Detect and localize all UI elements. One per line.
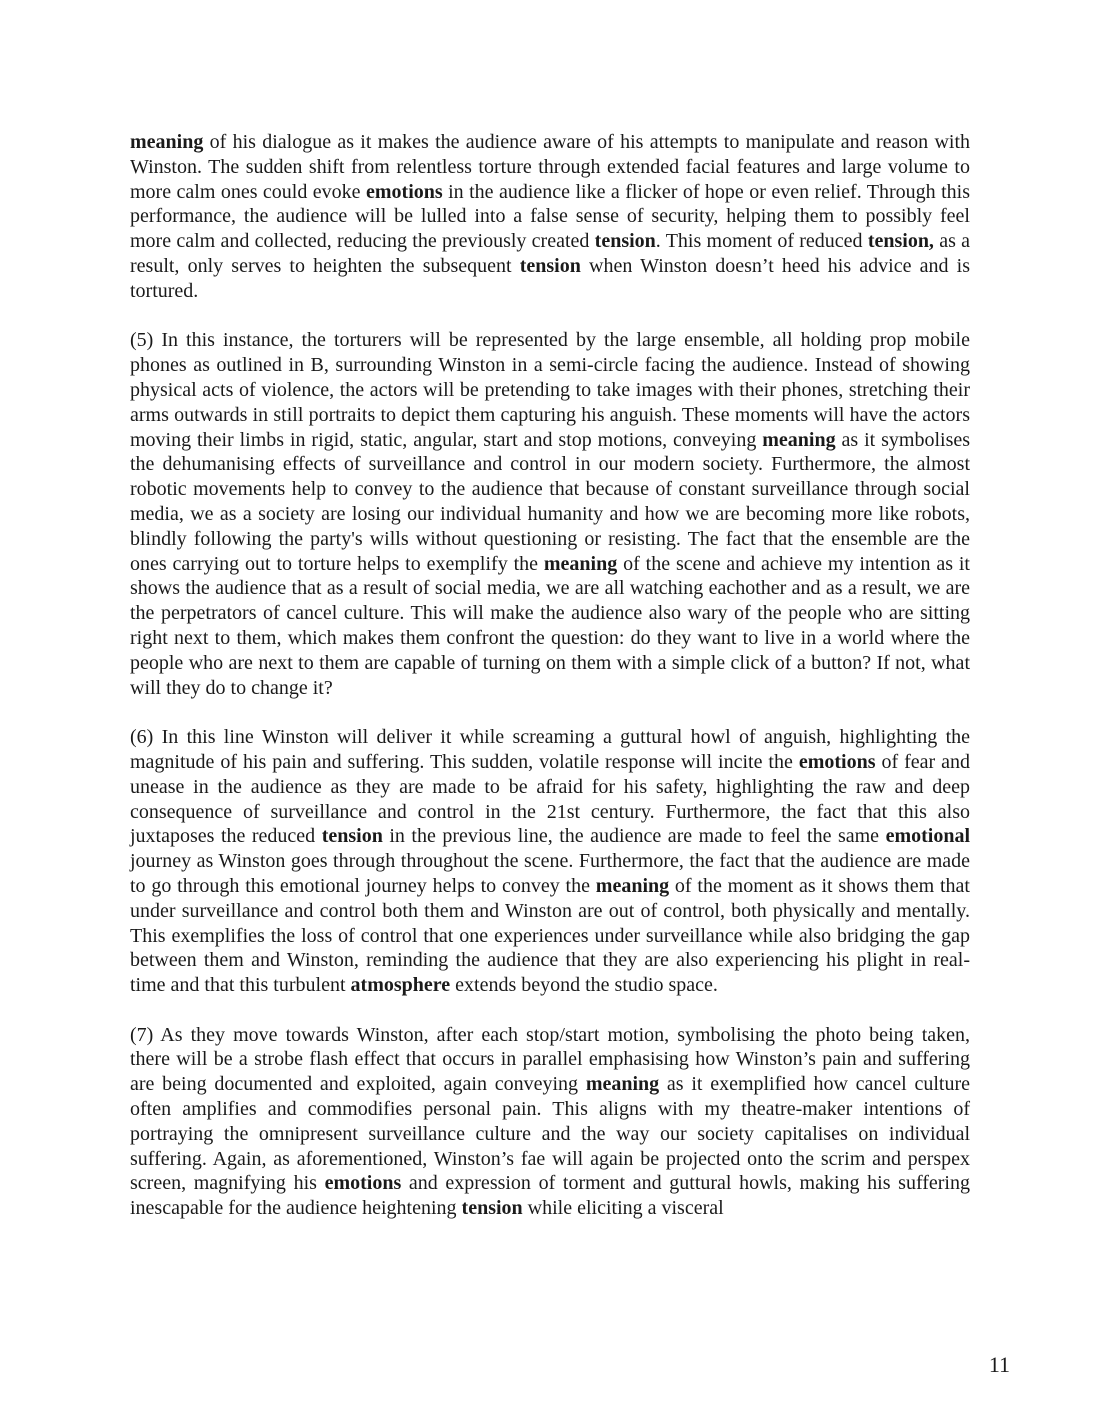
text-run: in the previous line, the audience are made to feel the same [382,825,886,848]
text-run: journey as Winston goes through throughout the scene. Furthermore, the fact that the audience are made to go through this emotional journey helps to convey the [130,850,970,897]
text-run: as a result, only serves to heighten the subsequent [130,230,970,277]
text-run: and expression of torment and guttural howls, making his suffering inescapable for the audience heightening [130,1172,970,1220]
text-run: extends beyond the studio space. [450,974,718,997]
paragraph-5-torturers-ensemble [130,328,970,700]
bold-keyword: tension, [867,230,934,253]
bold-keyword: emotions [324,1172,402,1195]
bold-keyword: meaning [130,131,204,153]
bold-keyword: tension [519,254,581,277]
body-text [130,130,970,1246]
bold-keyword: tension [461,1197,523,1220]
text-run: when Winston doesn’t heed his advice and is tortured. [130,254,970,302]
text-run: . This moment of reduced [655,230,868,253]
text-run: of fear and unease in the audience as they are made to be afraid for his safety, highlighting the raw and deep consequence of surveillance and control in the 21st century. Furthermore, the fact that this also juxtaposes the reduced [130,750,970,848]
paragraph-6-winston-scream [130,725,970,998]
text-run: in the audience like a flicker of hope or even relief. Through this performance, the audience will be lulled into a false sense of security, helping them to possibly feel more calm and collected, reducing the previously created [130,180,970,253]
paragraph-7-strobe-flash [130,1023,970,1221]
text-run: (5) In this instance, the torturers will be represented by the large ensemble, all holding prop mobile phones as outlined in B, surrounding Winston in a semi-circle facing the audience. Instead of showing physical acts of violence, the actors will be pretending to take images with their phones, stretching their arms outwards in still portraits to depict them capturing his anguish. These moments will have the actors moving their limbs in rigid, static, angular, start and stop motions, conveying [130,329,970,451]
bold-keyword: meaning [595,874,670,897]
text-run: (6) In this line Winston will deliver it while screaming a guttural howl of anguish, highlighting the magnitude of his pain and suffering. This sudden, volatile response will incite the [130,726,970,773]
bold-keyword: emotions [798,750,876,773]
bold-keyword: emotional [885,825,970,848]
bold-keyword: meaning [585,1073,660,1096]
paragraph-meaning-dialogue [130,130,970,304]
bold-keyword: tension [321,825,383,848]
text-run: of the scene and achieve my intention as it shows the audience that as a result of social media, we are all watching eachother and as a result, we are the perpetrators of cancel culture. This will make the audience also wary of the people who are sitting right next to them, which makes them confront the question: do they want to live in a world where the people who are next to them are capable of turning on them with a simple click of a button? If not, what will they do to change it? [130,552,970,699]
bold-keyword: tension [594,230,656,253]
bold-keyword: meaning [762,428,836,451]
bold-keyword: meaning [543,552,618,575]
page-number: 11 [988,1352,1010,1377]
bold-keyword: emotions [366,180,443,203]
text-run: of the moment as it shows them that under surveillance and control both them and Winston are out of control, both physically and mentally. This exemplifies the loss of control that one experiences under surveillance while also bridging the gap between them and Winston, reminding the audience that they are also experiencing his plight in real-time and that this turbulent [130,874,970,997]
text-run: of his dialogue as it makes the audience aware of his attempts to manipulate and reason with Winston. The sudden shift from relentless torture through extended facial features and large volume to more calm ones could evoke [130,131,970,203]
text-run: (7) As they move towards Winston, after each stop/start motion, symbolising the photo being taken, there will be a strobe flash effect that occurs in parallel emphasising how Winston’s pain and suffering are being documented and exploited, again conveying [130,1023,970,1096]
bold-keyword: atmosphere [350,974,451,997]
text-run: as it symbolises the dehumanising effects of surveillance and control in our modern society. Furthermore, the almost robotic movements help to convey to the audience that because of constant surveillance through social media, we as a society are losing our individual humanity and how we are becoming more like robots, blindly following the party's wills without questioning or resisting. The fact that the ensemble are the ones carrying out to torture helps to exemplify the [130,428,971,575]
text-run: while eliciting a visceral [522,1197,724,1220]
text-run: as it exemplified how cancel culture often amplifies and commodifies personal pain. This aligns with my theatre-maker intentions of portraying the omnipresent surveillance culture and the way our society capitalises on individual suffering. Again, as aforementioned, Winston’s fae will again be projected onto the scrim and perspex screen, magnifying his [130,1073,971,1195]
